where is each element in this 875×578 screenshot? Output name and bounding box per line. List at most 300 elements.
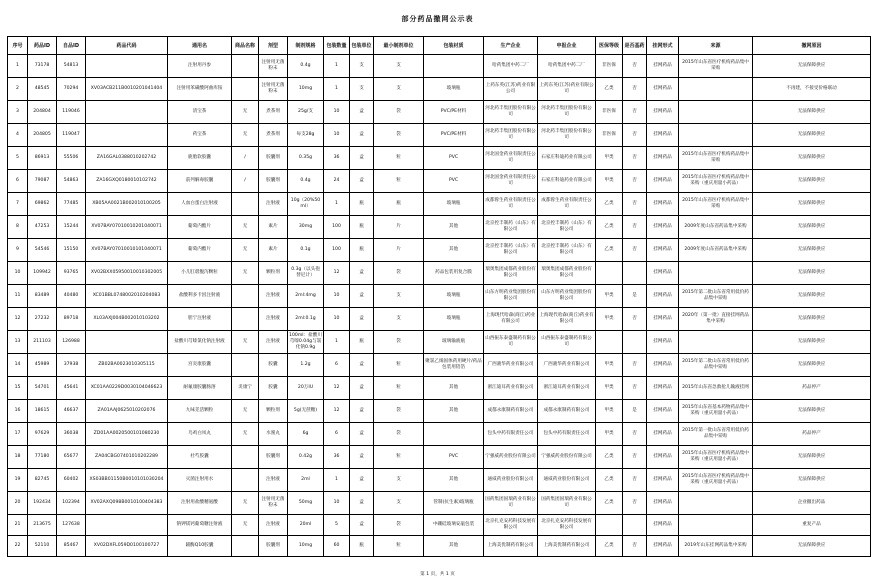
page-title: 部分药品撤网公示表 [401, 15, 474, 23]
table-cell: XV03ACB211B0010201041404 [86, 78, 168, 101]
table-cell: 1 [324, 55, 350, 78]
table-cell: 乙类 [596, 492, 623, 515]
table-cell: 上海现代哈森(商丘)药业有限公司 [484, 308, 538, 331]
table-cell: 瑞奥集团成都药业股份有限公司 [484, 262, 538, 285]
table-cell: 挂网药品 [647, 216, 679, 239]
table-cell: 注射用无菌粉末 [259, 55, 288, 78]
table-cell: XV02DXFL059D0100100727 [86, 536, 168, 557]
table-cell: 2015年山东省基本药物药品集中采购（重庆用量小药品） [679, 400, 753, 423]
table-cell [424, 423, 484, 446]
table-cell [232, 285, 259, 308]
table-cell [623, 331, 647, 354]
table-cell: 乙类 [596, 216, 623, 239]
table-cell: 无法保障供应 [753, 354, 871, 377]
table-cell: 否 [623, 147, 647, 170]
table-cell: 水蜜丸 [259, 423, 288, 446]
table-cell: 5 [8, 147, 28, 170]
table-cell: 6g [288, 423, 324, 446]
table-cell: XV07BAY07010010101040071 [86, 239, 168, 262]
column-header: 包装数量 [324, 37, 350, 55]
table-cell: 素片 [259, 239, 288, 262]
table-cell: 12 [324, 377, 350, 400]
table-cell: 6 [324, 423, 350, 446]
table-cell: 挂网药品 [647, 469, 679, 492]
table-cell: 甲类 [596, 400, 623, 423]
table-cell: 盒 [350, 354, 374, 377]
table-cell: 否 [623, 239, 647, 262]
table-cell: 甲类 [596, 377, 623, 400]
table-cell: XB05AA0021B002010100205 [86, 193, 168, 216]
table-cell: 54813 [57, 55, 86, 78]
column-header: 撤网原因 [753, 37, 871, 55]
table-row [8, 308, 871, 331]
table-cell: 挂网药品 [647, 331, 679, 354]
column-header: 序号 [8, 37, 28, 55]
table-cell [679, 78, 753, 101]
table-cell: 袋 [374, 331, 424, 354]
table-cell: 注射用苯磺酸阿曲库铵 [168, 78, 232, 101]
table-cell: 小儿肛谐腹泻颗粒 [168, 262, 232, 285]
table-cell: 上药东英(江苏)药业有限公司 [484, 78, 538, 101]
table-cell: 36038 [57, 423, 86, 446]
table-cell: 否 [623, 193, 647, 216]
table-cell: 无 [232, 239, 259, 262]
table-cell: 47253 [28, 216, 57, 239]
column-header: 包装材质 [424, 37, 484, 55]
table-cell: 袋 [374, 515, 424, 536]
table-cell: 盒 [350, 101, 374, 124]
table-cell: 15244 [57, 216, 86, 239]
table-cell: 211103 [28, 331, 57, 354]
table-cell: 玻璃瓶 [424, 78, 484, 101]
table-cell: PVC/PE材料 [424, 101, 484, 124]
table-cell: 注射用无菌粉末 [259, 78, 288, 101]
table-cell [232, 446, 259, 469]
table-cell: 煮茶剂 [259, 124, 288, 147]
table-cell: 注射液 [259, 515, 288, 536]
table-cell: 挂网药品 [647, 124, 679, 147]
table-cell: 18 [8, 446, 28, 469]
table-cell: 乙类 [596, 446, 623, 469]
table-cell: XV02AXQ098B0010100404383 [86, 492, 168, 515]
table-cell: 20万IU [288, 377, 324, 400]
table-cell: 无法保障供应 [753, 124, 871, 147]
table-cell [86, 101, 168, 124]
table-cell: 瓶 [350, 193, 374, 216]
table-cell: 盒 [350, 446, 374, 469]
table-cell: 204805 [28, 124, 57, 147]
table-cell: 12 [324, 400, 350, 423]
table-cell: 无 [232, 492, 259, 515]
table-cell: 山东方明药业集团股份有限公司 [484, 285, 538, 308]
table-cell: XV02BXX05950010010302005 [86, 262, 168, 285]
table-cell: 山西振东泰盛制药有限公司 [538, 331, 596, 354]
table-cell: 非医保 [596, 55, 623, 78]
table-cell: 注射液 [259, 308, 288, 331]
table-cell: 否 [623, 354, 647, 377]
table-cell: 药品停产 [753, 423, 871, 446]
table-cell: 国药集团国瑞药业有限公司 [538, 492, 596, 515]
table-cell: 54701 [28, 377, 57, 400]
table-cell: 胶囊剂 [259, 170, 288, 193]
table-cell [86, 515, 168, 536]
table-cell: 粒 [374, 446, 424, 469]
table-cell [623, 262, 647, 285]
table-cell: 60402 [57, 469, 86, 492]
table-cell: 否 [623, 124, 647, 147]
table-cell: 14 [8, 354, 28, 377]
table-cell: 79087 [28, 170, 57, 193]
column-header: 商品名称 [232, 37, 259, 55]
table-cell: 是 [623, 400, 647, 423]
table-row [8, 101, 871, 124]
table-cell: 挂网药品 [647, 170, 679, 193]
table-cell: 葡萄内酯片 [168, 216, 232, 239]
table-cell: 挂网药品 [647, 536, 679, 557]
column-header: 自品ID [57, 37, 86, 55]
table-cell: 支 [350, 55, 374, 78]
table-cell: 河北药丰集团股份有限公司 [538, 101, 596, 124]
table-cell: 54546 [28, 239, 57, 262]
table-cell: 粒 [374, 536, 424, 557]
table-cell: 2019年山东挂网药品集中采购 [679, 536, 753, 557]
table-cell: 通威药业股份有限公司 [538, 469, 596, 492]
table-cell: 胶囊 [259, 354, 288, 377]
table-cell: 无法保障供应 [753, 469, 871, 492]
table-cell: 瑞奥集团成都药业股份有限公司 [538, 262, 596, 285]
table-cell: 玻璃瓶 [424, 308, 484, 331]
table-cell: 素片 [259, 216, 288, 239]
drug-table [7, 36, 871, 557]
table-cell: 无法保障供应 [753, 216, 871, 239]
table-cell: 4 [8, 124, 28, 147]
table-cell: 0.35g [288, 147, 324, 170]
table-cell: 10g（20%50ml） [288, 193, 324, 216]
table-row [8, 285, 871, 308]
table-cell: 25g/支 [288, 101, 324, 124]
table-cell: 挂网药品 [647, 492, 679, 515]
table-cell: 12 [324, 262, 350, 285]
table-cell: 16 [8, 400, 28, 423]
table-cell: 粒 [374, 377, 424, 400]
table-cell: 37938 [57, 354, 86, 377]
column-header: 最小制剂单位 [374, 37, 424, 55]
table-cell: 盒 [350, 377, 374, 400]
column-header: 包装单位 [350, 37, 374, 55]
table-cell: 企业撤出药品 [753, 492, 871, 515]
table-cell: 无法保障供应 [753, 101, 871, 124]
table-cell: 85467 [57, 536, 86, 557]
table-cell: 是 [623, 285, 647, 308]
table-cell: 45641 [57, 377, 86, 400]
table-cell [596, 262, 623, 285]
table-cell: 山西振东泰盛制药有限公司 [484, 331, 538, 354]
table-cell: 挂网药品 [647, 262, 679, 285]
table-cell: 钠钾镁钙葡萄糖注射液 [168, 515, 232, 536]
table-cell: 河北药丰集团股份有限公司 [484, 101, 538, 124]
table-cell: 100 [324, 216, 350, 239]
table-cell: 国药集团国瑞药业有限公司 [484, 492, 538, 515]
table-cell: 无法保障供应 [753, 55, 871, 78]
table-cell: 其他 [424, 377, 484, 400]
table-cell: 12 [8, 308, 28, 331]
table-row [8, 216, 871, 239]
table-cell: 胶囊 [259, 377, 288, 400]
table-cell: 69862 [28, 193, 57, 216]
table-cell: 9 [8, 239, 28, 262]
table-cell: 注射用丹参 [168, 55, 232, 78]
table-cell [596, 515, 623, 536]
table-cell: 36 [324, 446, 350, 469]
table-cell: 挂网药品 [647, 377, 679, 400]
table-cell: 北京控丰制药（山东）有限公司 [484, 216, 538, 239]
table-cell: 药品包装用复合膜 [424, 262, 484, 285]
table-cell: 瓶 [350, 216, 374, 239]
table-cell: 河北药丰集团股份有限公司 [538, 124, 596, 147]
table-header-row [8, 37, 871, 55]
table-cell: 10 [324, 285, 350, 308]
table-cell: 无法保障供应 [753, 147, 871, 170]
table-cell: 乙类 [596, 469, 623, 492]
table-cell [596, 331, 623, 354]
table-cell: 盒 [350, 469, 374, 492]
table-cell [232, 354, 259, 377]
table-cell: 挂网药品 [647, 101, 679, 124]
table-cell: 玻璃输液瓶 [424, 331, 484, 354]
table-cell: PVC [424, 147, 484, 170]
table-cell: 注射用无菌粉末 [259, 492, 288, 515]
table-row [8, 446, 871, 469]
table-cell: 挂网药品 [647, 446, 679, 469]
table-cell: 瓶 [350, 239, 374, 262]
table-cell: 10 [324, 492, 350, 515]
table-row [8, 423, 871, 446]
table-cell: 挂网药品 [647, 239, 679, 262]
table-cell: 乙类 [596, 78, 623, 101]
table-cell: 注射液 [259, 193, 288, 216]
column-header: 剂型 [259, 37, 288, 55]
table-cell: 2015年山东省急救抢儿输液挂网 [679, 377, 753, 400]
table-cell: 否 [623, 377, 647, 400]
column-header: 药品ID [28, 37, 57, 55]
table-cell: 盒 [350, 124, 374, 147]
table-cell: 药品停产 [753, 377, 871, 400]
table-cell: 1 [324, 469, 350, 492]
column-header: 制剂规格 [288, 37, 324, 55]
table-cell: 2015年山东省医疗机构药品集中采购（重庆用量小药品） [679, 446, 753, 469]
table-cell: 36 [324, 147, 350, 170]
table-cell: 0.4g [288, 170, 324, 193]
table-cell: 其他 [424, 239, 484, 262]
table-cell: 胶囊剂 [259, 147, 288, 170]
table-cell: 甲类 [596, 170, 623, 193]
table-cell: 否 [623, 55, 647, 78]
table-cell: 65677 [57, 446, 86, 469]
table-cell: 0.42g [288, 446, 324, 469]
table-cell: 其他 [424, 216, 484, 239]
table-cell: 玻璃瓶 [424, 193, 484, 216]
table-cell: 19 [8, 469, 28, 492]
table-cell: 北京控丰制药（山东）有限公司 [538, 216, 596, 239]
table-cell: 哈药集团中药二厂 [538, 55, 596, 78]
table-cell: 支 [374, 469, 424, 492]
table-cell: 上药东英(江苏)药业有限公司 [538, 78, 596, 101]
table-cell: 河北国金药业有限责任公司 [484, 170, 538, 193]
table-cell: 盒 [350, 285, 374, 308]
column-header: 来源 [679, 37, 753, 55]
table-cell: 玻璃瓶 [424, 285, 484, 308]
table-cell: 126988 [57, 331, 86, 354]
table-cell: 21 [8, 515, 28, 536]
table-cell: 6 [8, 170, 28, 193]
table-cell: 挂网药品 [647, 354, 679, 377]
table-cell [232, 536, 259, 557]
table-cell: 无 [232, 423, 259, 446]
table-cell: 甲类 [596, 423, 623, 446]
table-cell: 广西骏华药业有限公司 [484, 354, 538, 377]
table-cell: 97629 [28, 423, 57, 446]
table-cell: 无 [232, 216, 259, 239]
table-cell: 包头中药有限责任公司 [538, 423, 596, 446]
table-cell: 10mg [288, 78, 324, 101]
table-cell: 北京扎克安药科技发展有限公司 [484, 515, 538, 536]
table-cell: ZA01AAJ0625010202076 [86, 400, 168, 423]
table-cell: 支 [374, 55, 424, 78]
table-cell: 17 [8, 423, 28, 446]
table-cell: 宫炎康胶囊 [168, 354, 232, 377]
table-cell: 上海美优制药有限公司 [538, 536, 596, 557]
page-footer: 第 1 页，共 1 页 [420, 572, 455, 577]
table-cell: 0.3g（以头孢替尼计） [288, 262, 324, 285]
table-cell: 3 [8, 101, 28, 124]
table-cell: 11 [8, 285, 28, 308]
table-cell: 杜芍胶囊 [168, 446, 232, 469]
table-cell: 无法保障供应 [753, 331, 871, 354]
table-cell: XC01BBL0748002010204083 [86, 285, 168, 308]
table-cell: 93765 [57, 262, 86, 285]
column-header: 申报企业 [538, 37, 596, 55]
table-cell: 通威药业股份有限公司 [484, 469, 538, 492]
table-cell: 盒 [350, 262, 374, 285]
table-cell: 否 [623, 216, 647, 239]
table-cell: 10 [324, 101, 350, 124]
table-row [8, 193, 871, 216]
table-cell: 119047 [57, 124, 86, 147]
table-cell: ZA16GAL0388010202742 [86, 147, 168, 170]
table-cell: 挂网药品 [647, 308, 679, 331]
table-cell: 2ml:4mg [288, 285, 324, 308]
table-cell [679, 262, 753, 285]
table-cell: 89718 [57, 308, 86, 331]
table-cell: 82745 [28, 469, 57, 492]
table-cell: 盒 [350, 423, 374, 446]
table-cell: 无法保障供应 [753, 536, 871, 557]
table-cell: PVC [424, 446, 484, 469]
table-cell: 2ml:0.1g [288, 308, 324, 331]
table-cell: 77485 [57, 193, 86, 216]
table-cell: 无 [232, 400, 259, 423]
table-cell: 袋 [374, 262, 424, 285]
table-cell: ZB02BA0023010305115 [86, 354, 168, 377]
table-cell: 0.4g [288, 55, 324, 78]
table-cell: 2015年山东省医疗机构药品集中采购 [679, 193, 753, 216]
table-cell: 30mg [288, 216, 324, 239]
table-cell: / [232, 147, 259, 170]
table-cell [232, 469, 259, 492]
table-cell [232, 308, 259, 331]
table-cell: 无 [232, 124, 259, 147]
table-cell: ZA04CBG07401010202289 [86, 446, 168, 469]
table-cell: 100 [324, 239, 350, 262]
table-cell: 52110 [28, 536, 57, 557]
table-cell: 颗粒剂 [259, 262, 288, 285]
table-cell: 盒 [350, 400, 374, 423]
table-cell: 无法保障供应 [753, 446, 871, 469]
table-cell: 15150 [57, 239, 86, 262]
table-cell [86, 55, 168, 78]
table-cell: 45989 [28, 354, 57, 377]
table-cell: 109942 [28, 262, 57, 285]
table-cell: 50mg [288, 492, 324, 515]
table-cell: 粒 [374, 354, 424, 377]
table-cell: 13 [8, 331, 28, 354]
table-cell [232, 78, 259, 101]
table-cell: 2015年第二批山东省常用低价药品集中采购 [679, 354, 753, 377]
table-cell: 27232 [28, 308, 57, 331]
table-cell: 102394 [57, 492, 86, 515]
table-row [8, 515, 871, 536]
table-cell: 支 [374, 492, 424, 515]
table-cell: 成都永康制药有限公司 [538, 400, 596, 423]
table-cell: 中硼硅玻璃安瓿包装 [424, 515, 484, 536]
table-row [8, 354, 871, 377]
table-cell: 无法保障供应 [753, 285, 871, 308]
table-cell [623, 515, 647, 536]
table-cell: 宁强威药业股份有限公司 [538, 446, 596, 469]
table-cell: 46637 [57, 400, 86, 423]
table-cell: 鹿胎软胶囊 [168, 147, 232, 170]
table-cell: 每支28g [288, 124, 324, 147]
table-cell: 无 [232, 101, 259, 124]
table-cell: 否 [623, 78, 647, 101]
table-row [8, 55, 871, 78]
table-cell: 10 [324, 124, 350, 147]
table-cell: 48545 [28, 78, 57, 101]
table-cell: 挂网药品 [647, 400, 679, 423]
column-header: 药品代码 [86, 37, 168, 55]
column-header: 通用名 [168, 37, 232, 55]
table-cell: 192434 [28, 492, 57, 515]
table-cell: 乙类 [596, 239, 623, 262]
table-cell: 无法保障供应 [753, 400, 871, 423]
table-cell: 清宝茶 [168, 101, 232, 124]
table-cell: 5g(无蔗糖) [288, 400, 324, 423]
table-cell: 其他 [424, 469, 484, 492]
table-cell: 无法保障供应 [753, 193, 871, 216]
table-cell: 0.1g [288, 239, 324, 262]
table-cell: 1 [324, 78, 350, 101]
table-cell: 非医保 [596, 124, 623, 147]
table-cell: 70294 [57, 78, 86, 101]
table-cell: 否 [623, 536, 647, 557]
table-cell: 15 [8, 377, 28, 400]
column-header: 生产企业 [484, 37, 538, 55]
table-cell: 86913 [28, 147, 57, 170]
column-header: 医保等级 [596, 37, 623, 55]
table-cell: 甲类 [596, 354, 623, 377]
table-cell: 胶囊剂 [259, 446, 288, 469]
table-cell: 石家庄科迪药业有限公司 [538, 170, 596, 193]
